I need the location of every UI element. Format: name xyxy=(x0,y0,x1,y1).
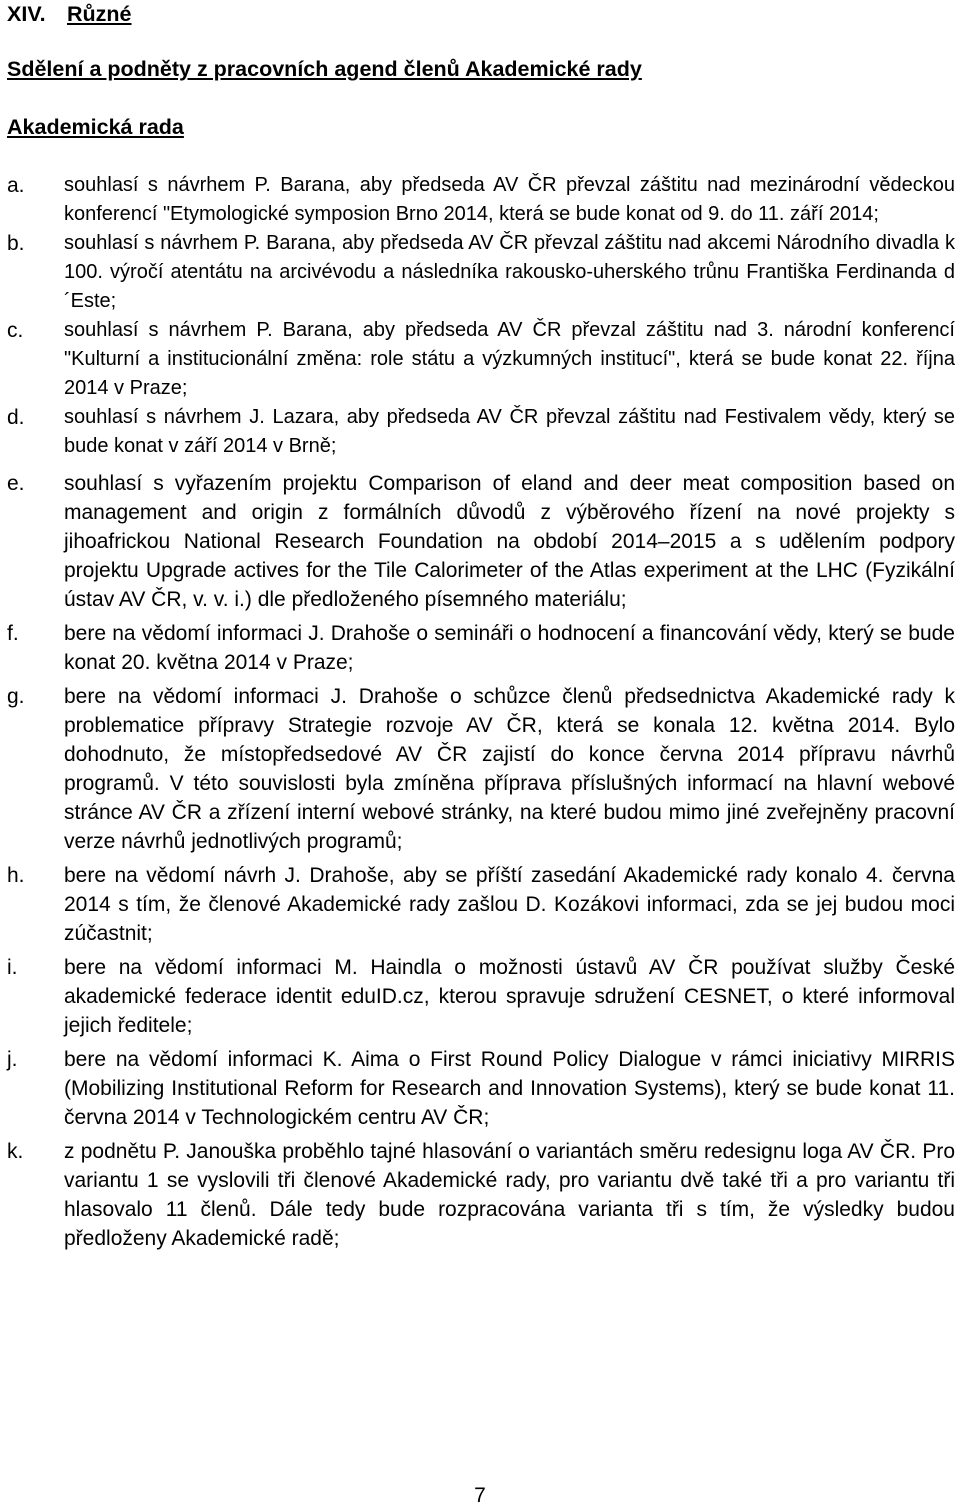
list-item xyxy=(0,619,960,677)
item-label: k. xyxy=(7,1140,24,1163)
item-text: souhlasí s vyřazením projektu Comparison of eland and deer meat composition based on management and origin z formálních důvodů z výběrového řízení na nové projekty s jihoafrickou National Research Foundation na období 2014–2015 a s udělením podpory projektu Upgrade actives for the Tile Calorimeter of the Atlas experiment at the LHC (Fyzikální ústav AV ČR, v. v. i.) dle předloženého písemného materiálu; xyxy=(64,472,955,611)
list-item xyxy=(0,316,960,403)
item-text: bere na vědomí informaci J. Drahoše o schůzce členů předsednictva Akademické rady k problematice přípravy Strategie rozvoje AV ČR, která se konala 12. května 2014. Bylo dohodnuto, že místopředsedové AV ČR zajistí do konce června 2014 přípravu návrhů programů. V této souvislosti byla zmíněna příprava příslušných informací na hlavní webové stránce AV ČR a zřízení interní webové stránky, na které budou mimo jiné zveřejněny pracovní verze návrhů jednotlivých programů; xyxy=(64,685,955,853)
section-heading xyxy=(7,0,132,28)
item-label: f. xyxy=(7,622,19,645)
section-subtitle-text: Sdělení a podněty z pracovních agend členů Akademické rady xyxy=(7,57,642,81)
item-label: i. xyxy=(7,956,18,979)
resolution-list xyxy=(0,171,960,1253)
item-text: bere na vědomí návrh J. Drahoše, aby se příští zasedání Akademické rady konalo 4. června 2014 s tím, že členové Akademické rady zašlou D. Kozákovi informaci, zda se jej budou moci zúčastnit; xyxy=(64,864,955,945)
list-item xyxy=(0,861,960,948)
section-subheading-text: Akademická rada xyxy=(7,115,184,139)
item-text: souhlasí s návrhem P. Barana, aby předseda AV ČR převzal záštitu nad mezinárodní vědeckou konferencí "Etymologické symposion Brno 2014, která se bude konat od 9. do 11. září 2014; xyxy=(64,174,955,225)
item-label: e. xyxy=(7,472,25,495)
item-text: bere na vědomí informaci M. Haindla o možnosti ústavů AV ČR používat služby České akademické federace identit eduID.cz, kterou spravuje sdružení CESNET, o které informoval jejich ředitele; xyxy=(64,956,955,1037)
list-item xyxy=(0,953,960,1040)
item-label: c. xyxy=(7,319,24,342)
list-item xyxy=(0,682,960,856)
item-label: d. xyxy=(7,406,25,429)
item-label: j. xyxy=(7,1048,18,1071)
item-text: z podnětu P. Janouška proběhlo tajné hlasování o variantách směru redesignu loga AV ČR. Pro variantu 1 se vyslovili tři členové Akademické rady, pro variantu dvě také tři a pro variantu tři hlasovalo 11 členů. Dále tedy bude rozpracována varianta tři s tím, že výsledky budou předloženy Akademické radě; xyxy=(64,1140,955,1250)
section-number: XIV. xyxy=(7,2,46,26)
section-title: Různé xyxy=(67,2,132,26)
list-item xyxy=(0,171,960,229)
page-number: 7 xyxy=(474,1484,486,1507)
list-item xyxy=(0,1137,960,1253)
list-item xyxy=(0,1045,960,1132)
item-text: souhlasí s návrhem P. Barana, aby předseda AV ČR převzal záštitu nad 3. národní konferencí "Kulturní a institucionální změna: role státu a výzkumných institucí", která se bude konat 22. října 2014 v Praze; xyxy=(64,319,955,399)
list-item xyxy=(0,469,960,614)
item-text: souhlasí s návrhem P. Barana, aby předseda AV ČR převzal záštitu nad akcemi Národního divadla k 100. výročí atentátu na arcivévodu a následníka rakousko-uherského trůnu Františka Ferdinanda d´Este; xyxy=(64,232,955,312)
item-label: g. xyxy=(7,685,25,708)
section-subheading xyxy=(7,113,184,141)
item-label: h. xyxy=(7,864,25,887)
item-label: a. xyxy=(7,174,25,197)
list-item xyxy=(0,403,960,461)
item-text: bere na vědomí informaci K. Aima o First Round Policy Dialogue v rámci iniciativy MIRRIS (Mobilizing Institutional Reform for Research and Innovation Systems), který se bude konat 11. června 2014 v Technologickém centru AV ČR; xyxy=(64,1048,955,1129)
list-item xyxy=(0,229,960,316)
section-subtitle xyxy=(7,55,642,83)
item-text: bere na vědomí informaci J. Drahoše o semináři o hodnocení a financování vědy, který se bude konat 20. května 2014 v Praze; xyxy=(64,622,955,674)
item-text: souhlasí s návrhem J. Lazara, aby předseda AV ČR převzal záštitu nad Festivalem vědy, který se bude konat v září 2014 v Brně; xyxy=(64,406,955,457)
item-label: b. xyxy=(7,232,25,255)
